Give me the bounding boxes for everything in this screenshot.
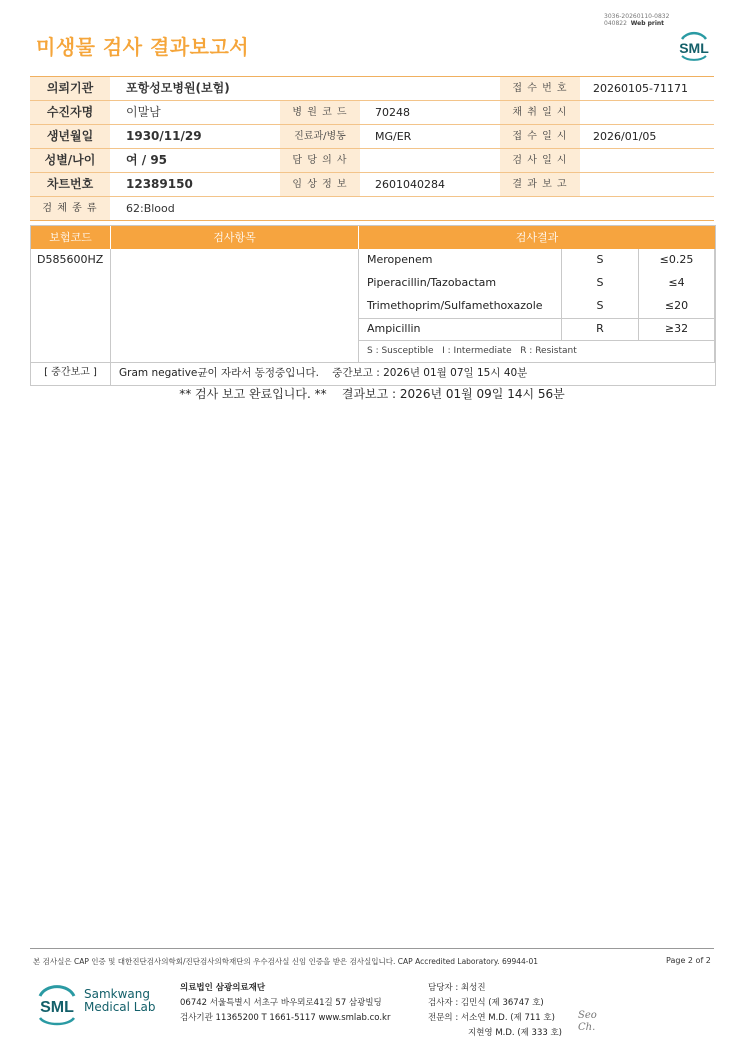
interim-report-text: Gram negative균이 자라서 동정중입니다. 중간보고 : 2026년 01월 07일 15시 40분 <box>119 367 528 379</box>
info-row <box>30 125 714 149</box>
info-row <box>30 173 714 197</box>
staff-info <box>428 981 562 1041</box>
drug-interpretation: S <box>596 299 604 312</box>
drug-mic: ≤4 <box>668 276 685 289</box>
report-title: 미생물 검사 결과보고서 <box>36 35 250 59</box>
document-id-line-1: 3036-20260110-0832 <box>604 13 670 20</box>
staff-line: 검사자 : 김민식 (제 36747 호) <box>428 998 544 1008</box>
birth-value: 1930/11/29 <box>126 129 202 143</box>
drug-name: Trimethoprim/Sulfamethoxazole <box>367 299 543 312</box>
patient-name-label: 수진자명 <box>30 101 110 124</box>
clinical-info-label: 임 상 정 보 <box>280 173 360 196</box>
collection-date-label: 채 취 일 시 <box>512 107 568 118</box>
susceptibility-legend: S : Susceptible I : Intermediate R : Resistant <box>367 346 577 356</box>
svg-text:SML: SML <box>679 40 709 56</box>
svg-text:SML: SML <box>40 999 74 1016</box>
org-contact: 검사기관 11365200 T 1661-5117 www.smlab.co.kr <box>180 1013 391 1023</box>
org-name: 의료법인 삼광의료재단 <box>180 983 266 993</box>
drug-mic: ≤20 <box>664 299 689 312</box>
insurance-code: D585600HZ <box>37 253 104 266</box>
signature <box>578 1010 597 1034</box>
sml-logo-icon <box>676 26 712 62</box>
doctor-label: 담 당 의 사 <box>280 149 360 172</box>
brand-line-2: Medical Lab <box>84 1000 156 1014</box>
hospital-code-value: 70248 <box>375 106 410 119</box>
patient-name-value: 이말남 <box>126 105 161 119</box>
drug-name: Meropenem <box>367 253 433 266</box>
dept-label: 진료과/병동 <box>280 125 360 148</box>
accreditation-note: 본 검사실은 CAP 인증 및 대한진단검사의학회/진단검사의학재단의 우수검사실 신임 인증을 받은 검사실입니다. CAP Accredited Laboratory. 69944-01 <box>33 957 539 966</box>
patient-info-table <box>30 76 714 221</box>
hospital-code-label: 병 원 코 드 <box>280 101 360 124</box>
drug-mic: ≤0.25 <box>659 253 694 266</box>
staff-line: 담당자 : 최성진 <box>428 983 486 993</box>
info-row <box>30 101 714 125</box>
drug-name: Ampicillin <box>367 322 421 335</box>
header-test-item: 검사항목 <box>213 231 256 244</box>
interim-report-label: [ 중간보고 ] <box>44 367 97 378</box>
web-print-label: Web print <box>630 20 665 27</box>
receipt-date-label: 접 수 일 시 <box>512 131 568 142</box>
dept-value: MG/ER <box>375 130 412 143</box>
signature-line-2: Ch. <box>578 1022 596 1033</box>
signature-line-1: Seo <box>578 1010 597 1021</box>
brand-name <box>84 988 155 1014</box>
info-row <box>30 197 714 221</box>
report-label: 결 과 보 고 <box>512 179 568 190</box>
header-insurance-code: 보험코드 <box>49 231 92 244</box>
org-info <box>180 981 390 1026</box>
drug-mic: ≥32 <box>664 322 689 335</box>
staff-line: 전문의 : 서소연 M.D. (제 711 호) <box>428 1013 555 1023</box>
drug-interpretation: R <box>596 322 604 335</box>
results-body <box>31 249 715 385</box>
test-date-label: 검 사 일 시 <box>512 155 568 166</box>
receipt-no-value: 20260105-71171 <box>593 82 688 95</box>
sex-age-value: 여 / 95 <box>126 153 168 167</box>
staff-line: 지현영 M.D. (제 333 호) <box>468 1028 563 1038</box>
drug-interpretation: S <box>596 276 604 289</box>
chart-no-label: 차트번호 <box>30 173 110 196</box>
chart-no-value: 12389150 <box>126 177 193 191</box>
receipt-no-label: 접 수 번 호 <box>512 83 568 94</box>
final-report-note: ** 검사 보고 완료입니다. ** 결과보고 : 2026년 01월 09일 14시 56분 <box>179 387 565 401</box>
document-id-line-2: 040822 Web print <box>604 20 665 27</box>
drug-name: Piperacillin/Tazobactam <box>367 276 497 289</box>
clinical-info-value: 2601040284 <box>375 178 445 191</box>
results-header <box>31 226 715 249</box>
sex-age-label: 성별/나이 <box>30 149 110 172</box>
org-address: 06742 서울특별시 서초구 바우뫼로41길 57 삼광빌딩 <box>180 998 382 1008</box>
brand-line-1: Samkwang <box>84 987 150 1001</box>
info-row <box>30 77 714 101</box>
requesting-org-value: 포항성모병원(보험) <box>126 81 230 95</box>
specimen-label: 검 체 종 류 <box>30 197 110 220</box>
specimen-value: 62:Blood <box>126 202 175 215</box>
footer-divider <box>30 948 714 949</box>
sml-footer-logo-icon <box>36 980 78 1026</box>
birth-label: 생년월일 <box>30 125 110 148</box>
info-row <box>30 149 714 173</box>
results-table <box>30 225 716 386</box>
page-number: Page 2 of 2 <box>666 956 711 965</box>
requesting-org-label: 의뢰기관 <box>30 77 110 100</box>
header-test-result: 검사결과 <box>515 231 559 244</box>
drug-interpretation: S <box>596 253 604 266</box>
document-id <box>604 13 669 27</box>
receipt-date-value: 2026/01/05 <box>593 130 657 143</box>
